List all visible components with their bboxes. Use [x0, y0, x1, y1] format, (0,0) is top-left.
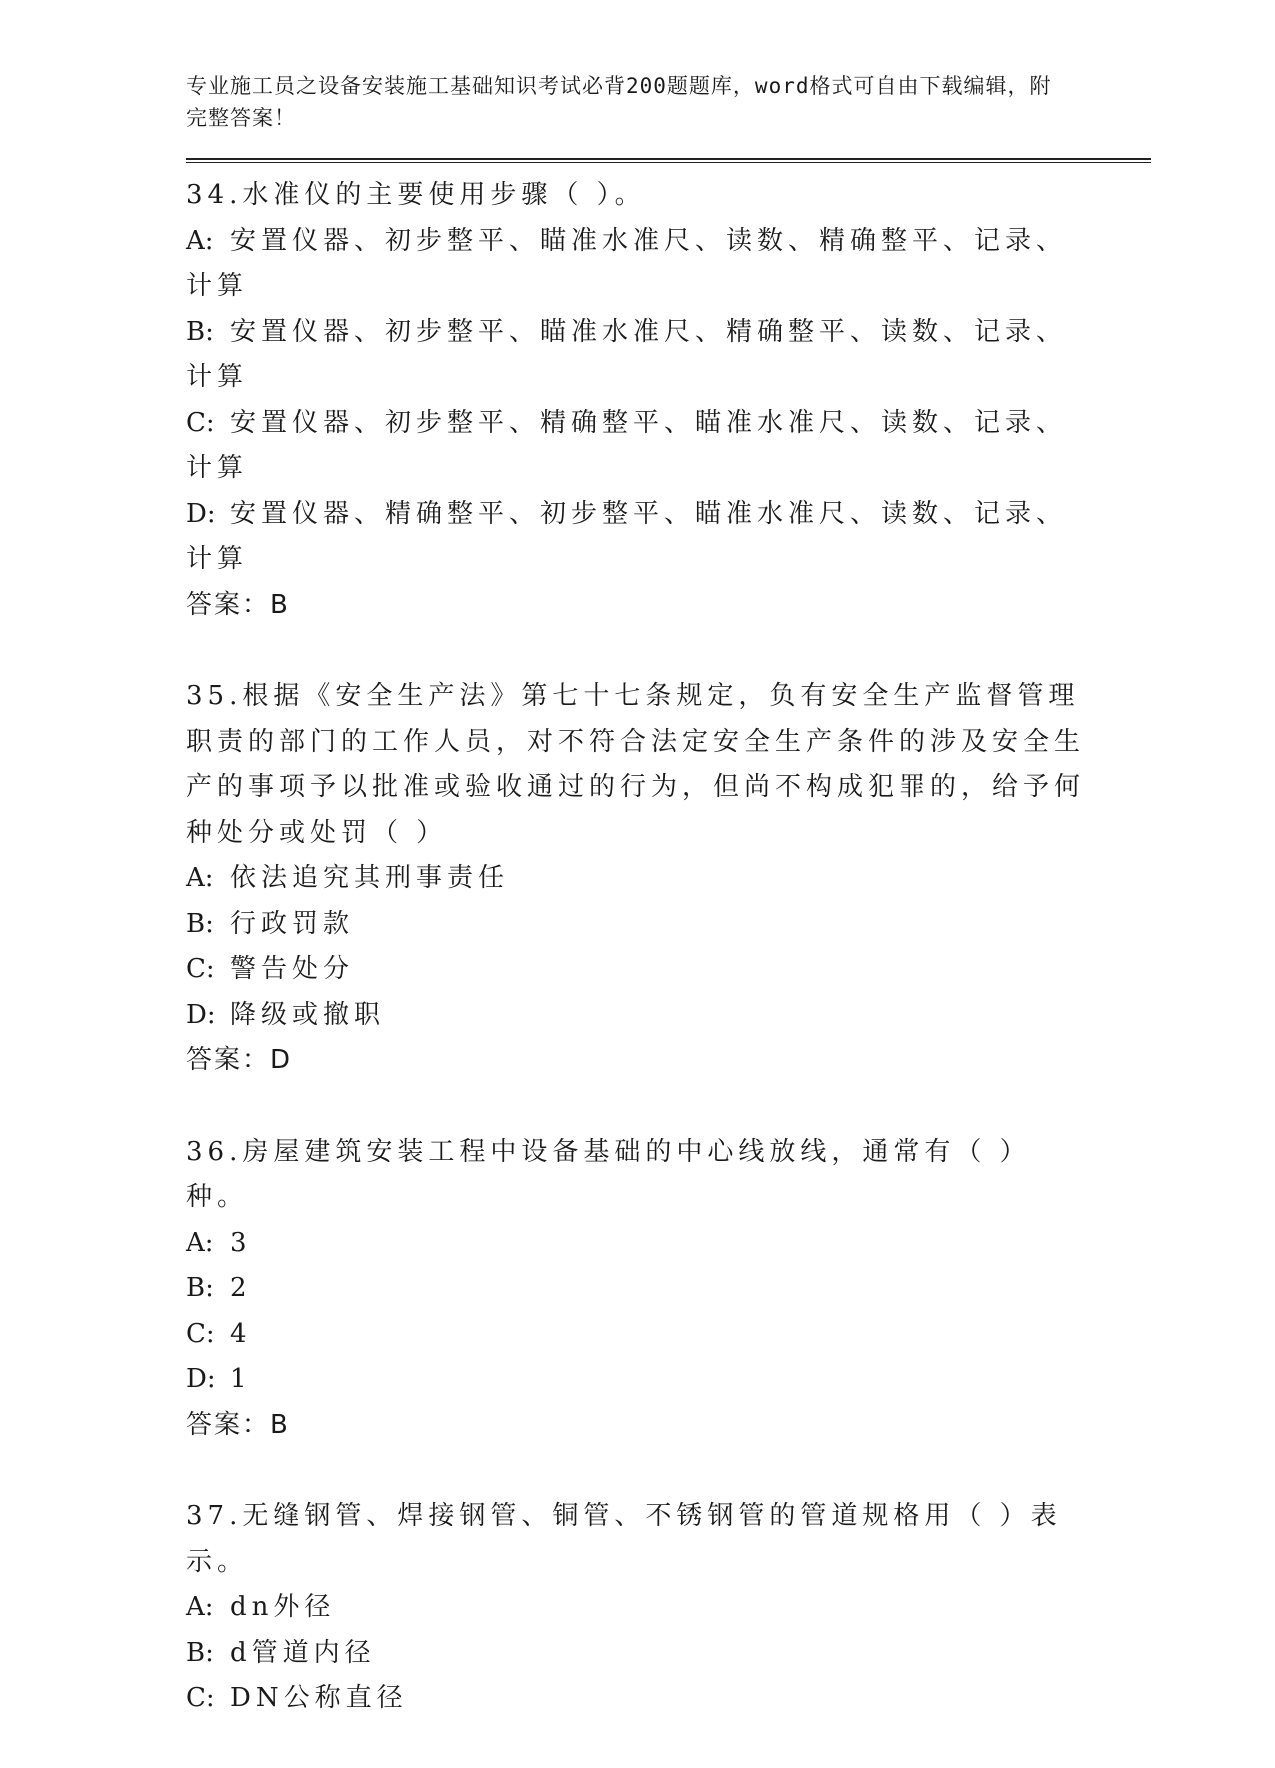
question-34 — [186, 173, 1151, 628]
option-label: B: — [186, 908, 214, 939]
question-stem: 房屋建筑安装工程中设备基础的中心线放线，通常有（ ）种。 — [186, 1136, 1031, 1212]
option-text: 依法追究其刑事责任 — [230, 863, 510, 893]
answer-line: 答案：B — [186, 1409, 290, 1440]
option-b — [186, 1631, 1086, 1677]
option-d — [186, 993, 1086, 1039]
option-d — [186, 492, 1086, 583]
document-page — [186, 70, 1151, 1768]
option-text: 降级或撤职 — [230, 999, 386, 1030]
option-text: 3 — [230, 1227, 252, 1258]
question-number: 37. — [186, 1501, 243, 1531]
option-label: C: — [186, 1683, 215, 1713]
option-d — [186, 1357, 1086, 1403]
question-text — [186, 1130, 1086, 1221]
question-text — [186, 1494, 1086, 1585]
option-b — [186, 1266, 1086, 1312]
option-label: B: — [186, 1637, 214, 1668]
option-text: 安置仪器、精确整平、初步整平、瞄准水准尺、读数、记录、计算 — [186, 498, 1068, 574]
question-stem: 无缝钢管、焊接钢管、铜管、不锈钢管的管道规格用（ ）表示。 — [186, 1501, 1062, 1577]
option-text: 安置仪器、初步整平、瞄准水准尺、精确整平、读数、记录、计算 — [186, 316, 1068, 392]
question-text — [186, 173, 1086, 219]
header-divider — [186, 158, 1151, 163]
option-b — [186, 310, 1086, 401]
question-list — [186, 173, 1151, 1722]
answer-line: 答案：D — [186, 1045, 293, 1075]
option-label: A: — [186, 1227, 214, 1258]
option-text: 行政罚款 — [230, 908, 355, 939]
option-label: D: — [186, 1364, 216, 1394]
question-text — [186, 674, 1086, 856]
document-header: 专业施工员之设备安装施工基础知识考试必背200题题库，word格式可自由下载编辑，附完整答案！ — [186, 74, 1052, 130]
question-number: 36. — [186, 1136, 243, 1167]
option-text: 安置仪器、初步整平、瞄准水准尺、读数、精确整平、记录、计算 — [186, 225, 1068, 301]
option-a — [186, 1585, 1086, 1631]
question-stem: 水准仪的主要使用步骤（ ）。 — [242, 180, 646, 210]
option-c — [186, 1312, 1086, 1358]
option-label: C: — [186, 407, 215, 438]
option-text: DN公称直径 — [230, 1683, 408, 1713]
option-a — [186, 219, 1086, 310]
option-c — [186, 1676, 1086, 1722]
option-text: 1 — [230, 1364, 252, 1394]
option-text: d管道内径 — [230, 1637, 376, 1668]
option-text: 警告处分 — [230, 954, 355, 984]
option-text: 4 — [230, 1318, 252, 1349]
option-b — [186, 902, 1086, 948]
option-label: C: — [186, 954, 215, 984]
option-c — [186, 401, 1086, 492]
question-number: 34. — [186, 180, 243, 210]
option-label: A: — [186, 863, 214, 893]
option-text: 安置仪器、初步整平、精确整平、瞄准水准尺、读数、记录、计算 — [186, 407, 1068, 483]
option-a — [186, 1221, 1086, 1267]
question-stem: 根据《安全生产法》第七十七条规定，负有安全生产监督管理职责的部门的工作人员，对不符合法定安全生产条件的涉及安全生产的事项予以批准或验收通过的行为，但尚不构成犯罪的，给予何种处分或处罚（ ） — [186, 681, 1086, 848]
question-number: 35. — [186, 681, 243, 711]
option-label: A: — [186, 225, 214, 256]
option-label: D: — [186, 999, 216, 1030]
question-37 — [186, 1494, 1151, 1722]
option-text: dn外径 — [230, 1592, 336, 1622]
answer-line: 答案：B — [186, 589, 290, 620]
question-36 — [186, 1130, 1151, 1449]
option-label: D: — [186, 498, 216, 529]
option-text: 2 — [230, 1273, 252, 1303]
option-label: B: — [186, 1273, 214, 1303]
option-label: B: — [186, 316, 214, 347]
question-35 — [186, 674, 1151, 1084]
option-label: C: — [186, 1318, 215, 1349]
option-c — [186, 947, 1086, 993]
option-label: A: — [186, 1592, 214, 1622]
option-a — [186, 856, 1086, 902]
